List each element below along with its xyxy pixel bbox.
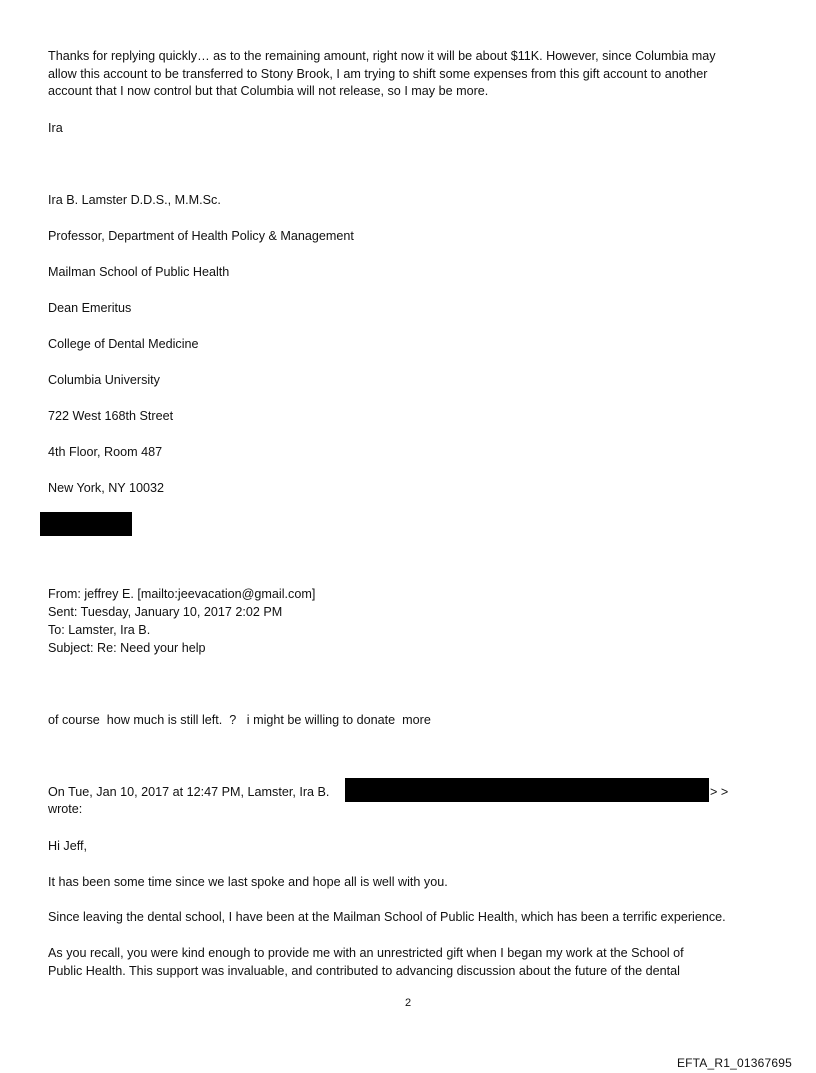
reply-line: account that I now control but that Columbia will not release, so I may be more. [48, 84, 489, 99]
quoted-line: As you recall, you were kind enough to provide me with an unrestricted gift when I began my work at the School of [48, 946, 684, 960]
message-body: of course how much is still left. ? i might be willing to donate more [48, 713, 431, 727]
signature-role: Dean Emeritus [48, 301, 132, 315]
quoted-paragraph [48, 945, 778, 980]
signature-university: Columbia University [48, 373, 160, 387]
reply-line: allow this account to be transferred to Stony Brook, I am trying to shift some expenses from this gift account to another [48, 66, 708, 81]
reply-paragraph [48, 48, 778, 101]
signature-street: 722 West 168th Street [48, 409, 174, 423]
redaction-box [40, 512, 132, 536]
quoted-line: Public Health. This support was invaluable, and contributed to advancing discussion about the future of the dental [48, 963, 680, 978]
signature-name: Ira B. Lamster D.D.S., M.M.Sc. [48, 193, 221, 207]
quoted-intro-end: > > [710, 785, 729, 799]
signature-school: Mailman School of Public Health [48, 265, 230, 279]
reply-line: Thanks for replying quickly… as to the remaining amount, right now it will be about $11K. However, since Columbia may [48, 49, 716, 63]
quoted-wrote: wrote: [48, 802, 83, 816]
redaction-box [345, 778, 709, 802]
page-number: 2 [404, 997, 412, 1009]
header-from: From: jeffrey E. [mailto:jeevacation@gmail.com] [48, 587, 316, 601]
header-subject: Subject: Re: Need your help [48, 641, 206, 655]
signature-college: College of Dental Medicine [48, 337, 199, 351]
sign-off: Ira [48, 121, 63, 135]
signature-city: New York, NY 10032 [48, 481, 164, 495]
header-to: To: Lamster, Ira B. [48, 623, 151, 637]
quoted-intro: On Tue, Jan 10, 2017 at 12:47 PM, Lamster, Ira B. [48, 785, 330, 799]
quoted-greeting: Hi Jeff, [48, 839, 87, 853]
document-id: EFTA_R1_01367695 [676, 1056, 792, 1070]
header-sent: Sent: Tuesday, January 10, 2017 2:02 PM [48, 605, 283, 619]
quoted-paragraph: Since leaving the dental school, I have been at the Mailman School of Public Health, which has been a terrific experience. [48, 910, 726, 924]
quoted-paragraph: It has been some time since we last spoke and hope all is well with you. [48, 875, 448, 889]
signature-title: Professor, Department of Health Policy & Management [48, 229, 354, 243]
signature-floor: 4th Floor, Room 487 [48, 445, 163, 459]
